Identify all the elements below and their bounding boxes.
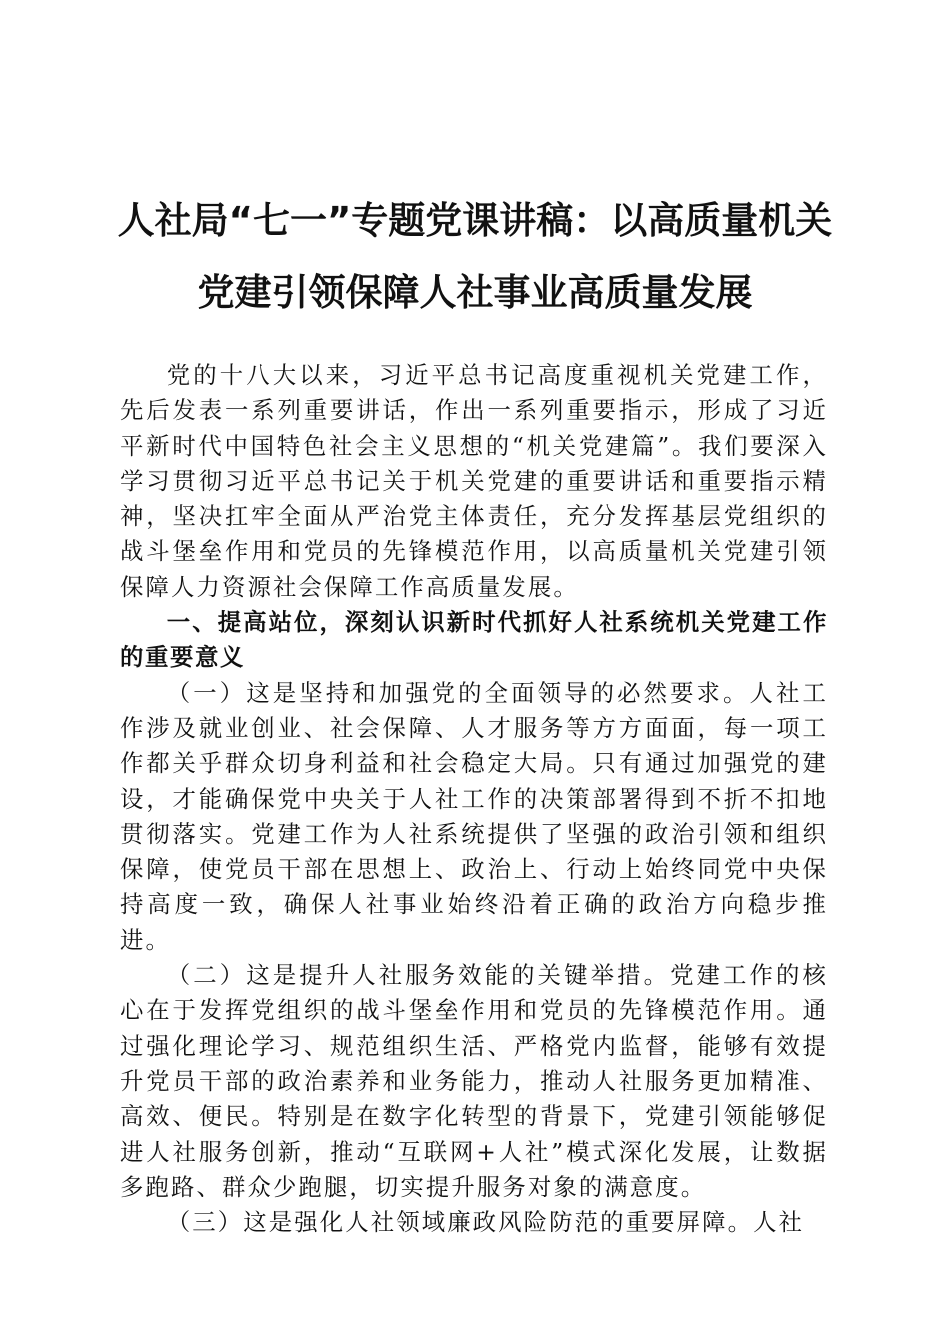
subsection-paragraph-3: （三）这是强化人社领域廉政风险防范的重要屏障。人社 <box>166 1208 805 1237</box>
document-title <box>110 185 840 329</box>
subsection-paragraph-2: （二）这是提升人社服务效能的关键举措。党建工作的核心在于发挥党组织的战斗堡垒作用和党员的先锋模范作用。通过强化理论学习、规范组织生活、严格党内监督，能够有效提升党员干部的政治素养和业务能力，推动人社服务更加精准、高效、便民。特别是在数字化转型的背景下，党建引领能够促进人社服务创新，推动“互联网+人社”模式深化发展，让数据多跑路、群众少跑腿，切实提升服务对象的满意度。 <box>120 961 828 1201</box>
document-body <box>120 358 828 1240</box>
title-line-1: 人社局“七一”专题党课讲稿：以高质量机关 <box>117 198 833 242</box>
section-heading-1: 一、提高站位，深刻认识新时代抓好人社系统机关党建工作的重要意义 <box>120 608 828 672</box>
intro-paragraph: 党的十八大以来，习近平总书记高度重视机关党建工作，先后发表一系列重要讲话，作出一系列重要指示，形成了习近平新时代中国特色社会主义思想的“机关党建篇”。我们要深入学习贯彻习近平总书记关于机关党建的重要讲话和重要指示精神，坚决扛牢全面从严治党主体责任，充分发挥基层党组织的战斗堡垒作用和党员的先锋模范作用，以高质量机关党建引领保障人力资源社会保障工作高质量发展。 <box>120 361 828 601</box>
title-line-2: 党建引领保障人社事业高质量发展 <box>197 270 753 314</box>
subsection-paragraph-1: （一）这是坚持和加强党的全面领导的必然要求。人社工作涉及就业创业、社会保障、人才服务等方方面面，每一项工作都关乎群众切身利益和社会稳定大局。只有通过加强党的建设，才能确保党中央关于人社工作的决策部署得到不折不扣地贯彻落实。党建工作为人社系统提供了坚强的政治引领和组织保障，使党员干部在思想上、政治上、行动上始终同党中央保持高度一致，确保人社事业始终沿着正确的政治方向稳步推进。 <box>120 678 828 954</box>
